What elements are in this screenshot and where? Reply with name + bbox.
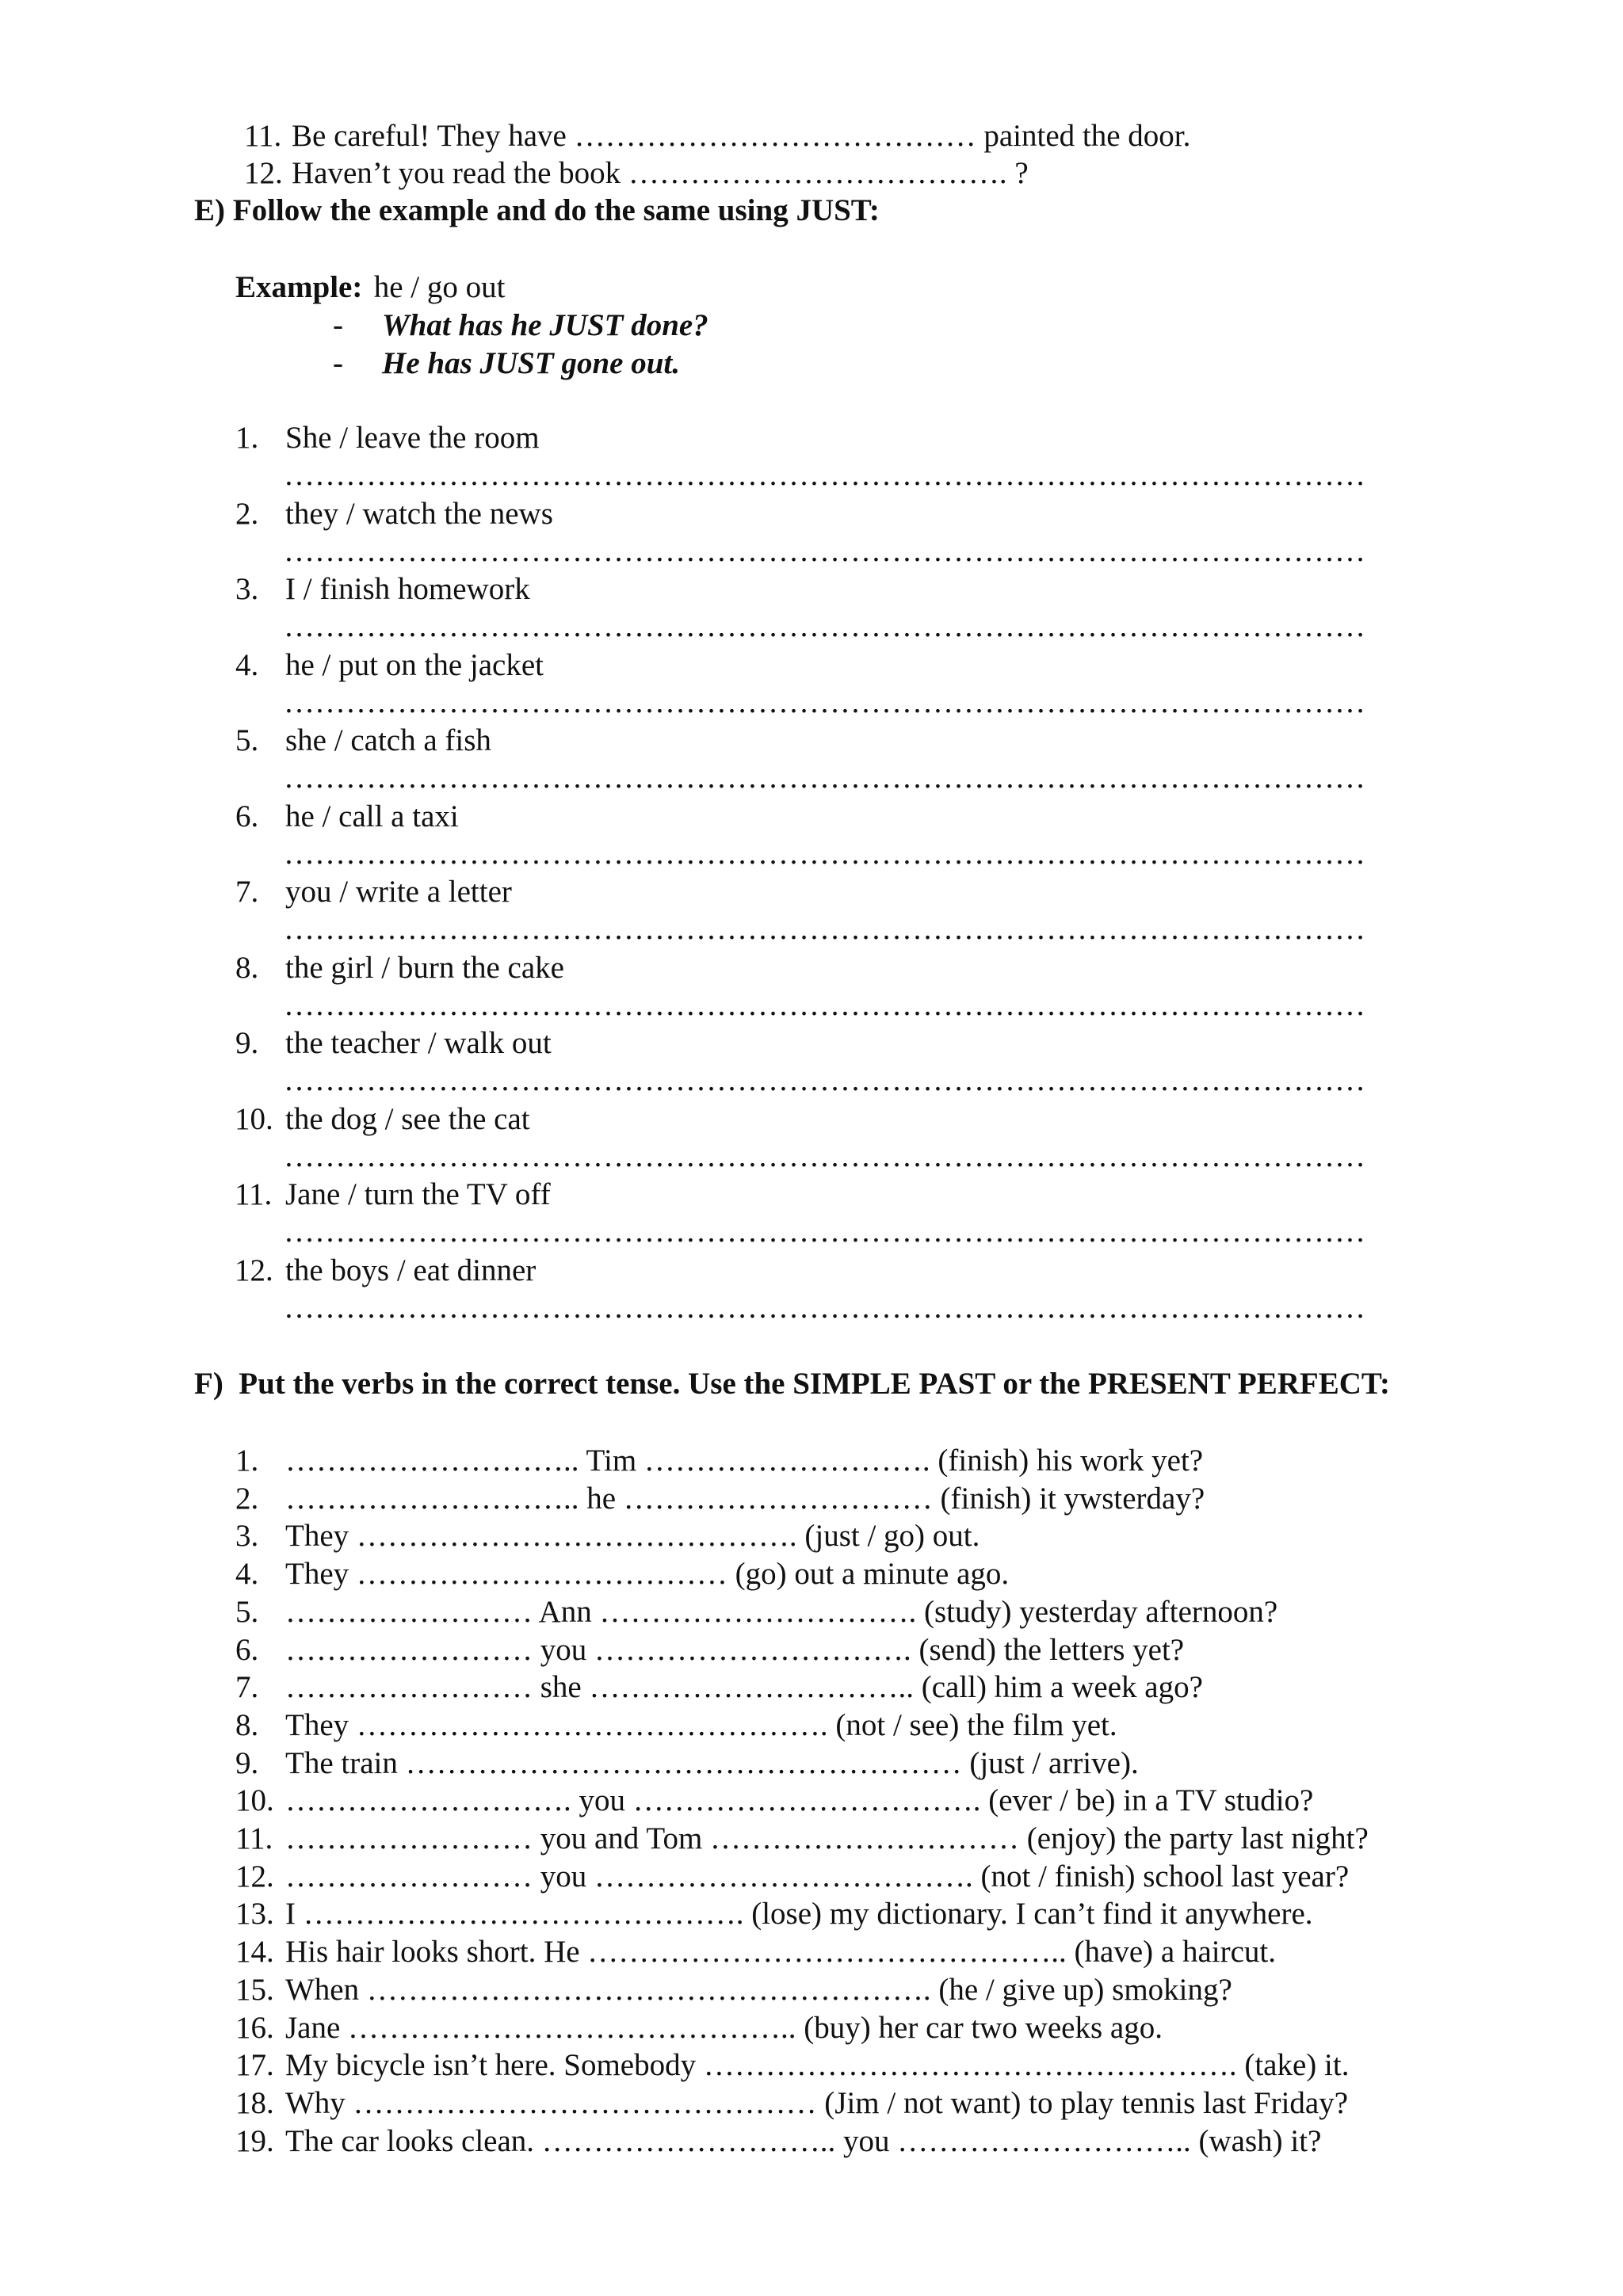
item-number: 15. xyxy=(235,1972,274,2007)
item-prompt: the boys / eat dinner xyxy=(285,1253,537,1287)
item-number: 6. xyxy=(235,1632,259,1667)
answer-line: …………………………………………………………………………………………… xyxy=(284,1138,1365,1173)
answer-line: …………………………………………………………………………………………… xyxy=(284,761,1365,795)
item-sentence: …………………… you ………………………………. (not / finish) school last year? xyxy=(285,1859,1350,1894)
item-number: 17. xyxy=(235,2048,274,2083)
item-sentence: …………………… she ………………………….. (call) him a week ago? xyxy=(285,1670,1203,1705)
item-number: 2. xyxy=(235,496,259,531)
item-sentence: The train ……………………………………………… (just / arrive). xyxy=(285,1745,1139,1780)
example-text: he / go out xyxy=(366,270,506,304)
item-sentence: ………………………. you ……………………………. (ever / be) in a TV studio? xyxy=(285,1783,1314,1818)
answer-line: …………………………………………………………………………………………… xyxy=(284,609,1365,643)
item-sentence: ……………………….. he ………………………… (finish) it ywsterday? xyxy=(285,1481,1205,1516)
answer-line: …………………………………………………………………………………………… xyxy=(284,1290,1365,1325)
item-sentence: …………………… Ann …………………………. (study) yesterday afternoon? xyxy=(285,1594,1278,1629)
item-number: 12. xyxy=(244,156,283,190)
item-prompt: the girl / burn the cake xyxy=(285,950,564,985)
item-prompt: the dog / see the cat xyxy=(285,1101,530,1136)
item-prompt: She / leave the room xyxy=(285,421,540,455)
item-number: 9. xyxy=(235,1745,259,1780)
item-number: 1. xyxy=(235,421,259,455)
item-prompt: he / put on the jacket xyxy=(285,647,544,682)
item-sentence: When ………………………………………………. (he / give up) smoking? xyxy=(285,1972,1232,2007)
item-sentence: They ……………………………… (go) out a minute ago. xyxy=(285,1557,1010,1592)
item-number: 13. xyxy=(235,1897,274,1932)
item-number: 4. xyxy=(235,647,259,682)
item-number: 9. xyxy=(235,1026,259,1060)
item-number: 4. xyxy=(235,1557,259,1592)
section-f-heading: F) Put the verbs in the correct tense. Use the SIMPLE PAST or the PRESENT PERFECT: xyxy=(194,1367,1390,1401)
example-label: Example: xyxy=(235,270,363,304)
example-answer: He has JUST gone out. xyxy=(382,346,680,380)
item-number: 19. xyxy=(235,2123,274,2158)
item-number: 12. xyxy=(235,1859,274,1894)
answer-line: …………………………………………………………………………………………… xyxy=(284,685,1365,719)
item-number: 5. xyxy=(235,1594,259,1629)
item-number: 1. xyxy=(235,1444,259,1478)
item-number: 10. xyxy=(235,1783,274,1818)
item-number: 3. xyxy=(235,572,259,606)
item-prompt: you / write a letter xyxy=(285,875,512,909)
example-dash: - xyxy=(333,346,343,380)
item-prompt: Jane / turn the TV off xyxy=(285,1177,551,1211)
item-number: 16. xyxy=(235,2010,274,2045)
item-sentence: …………………… you …………………………. (send) the letters yet? xyxy=(285,1632,1185,1667)
item-prompt: they / watch the news xyxy=(285,496,553,531)
item-text: Haven’t you read the book ………………………………. ? xyxy=(292,156,1029,190)
item-number: 5. xyxy=(235,723,259,757)
answer-line: …………………………………………………………………………………………… xyxy=(284,912,1365,946)
item-sentence: Jane …………………………………….. (buy) her car two weeks ago. xyxy=(285,2010,1163,2045)
answer-line: …………………………………………………………………………………………… xyxy=(284,836,1365,871)
item-sentence: The car looks clean. ……………………….. you ……………………….. (wash) it? xyxy=(285,2123,1322,2158)
answer-line: …………………………………………………………………………………………… xyxy=(284,987,1365,1022)
item-number: 3. xyxy=(235,1519,259,1554)
answer-line: …………………………………………………………………………………………… xyxy=(284,1215,1365,1249)
item-number: 14. xyxy=(235,1935,274,1970)
item-prompt: the teacher / walk out xyxy=(285,1026,552,1060)
item-number: 12. xyxy=(235,1253,273,1287)
item-text: Be careful! They have ………………………………… painted the door. xyxy=(292,119,1191,153)
item-prompt: he / call a taxi xyxy=(285,799,459,833)
answer-line: …………………………………………………………………………………………… xyxy=(284,533,1365,568)
item-prompt: I / finish homework xyxy=(285,572,530,606)
item-number: 7. xyxy=(235,1670,259,1705)
item-sentence: …………………… you and Tom ………………………… (enjoy) the party last night? xyxy=(285,1821,1369,1855)
item-sentence: Why ……………………………………… (Jim / not want) to play tennis last Friday? xyxy=(285,2085,1349,2120)
item-number: 8. xyxy=(235,950,259,985)
item-number: 11. xyxy=(235,1821,273,1855)
item-number: 18. xyxy=(235,2085,274,2120)
item-sentence: His hair looks short. He ……………………………………….. (have) a haircut. xyxy=(285,1935,1276,1970)
item-sentence: My bicycle isn’t here. Somebody ……………………………………………. (take) it. xyxy=(285,2048,1350,2083)
item-number: 6. xyxy=(235,799,259,833)
section-e-heading: E) Follow the example and do the same using JUST: xyxy=(194,193,880,227)
item-number: 11. xyxy=(244,119,282,153)
answer-line: …………………………………………………………………………………………… xyxy=(284,458,1365,492)
item-sentence: They ……………………………………. (just / go) out. xyxy=(285,1519,980,1554)
item-number: 8. xyxy=(235,1707,259,1742)
answer-line: …………………………………………………………………………………………… xyxy=(284,1063,1365,1097)
item-number: 10. xyxy=(235,1101,273,1136)
item-number: 2. xyxy=(235,1481,259,1516)
item-prompt: she / catch a fish xyxy=(285,723,491,757)
item-sentence: ……………………….. Tim ………………………. (finish) his work yet? xyxy=(285,1444,1204,1478)
item-number: 7. xyxy=(235,875,259,909)
item-sentence: They ………………………………………. (not / see) the film yet. xyxy=(285,1707,1117,1742)
example-dash: - xyxy=(333,308,343,342)
example-question: What has he JUST done? xyxy=(382,308,708,342)
item-sentence: I ……………………………………. (lose) my dictionary. I can’t find it anywhere. xyxy=(285,1897,1313,1932)
item-number: 11. xyxy=(235,1177,273,1211)
